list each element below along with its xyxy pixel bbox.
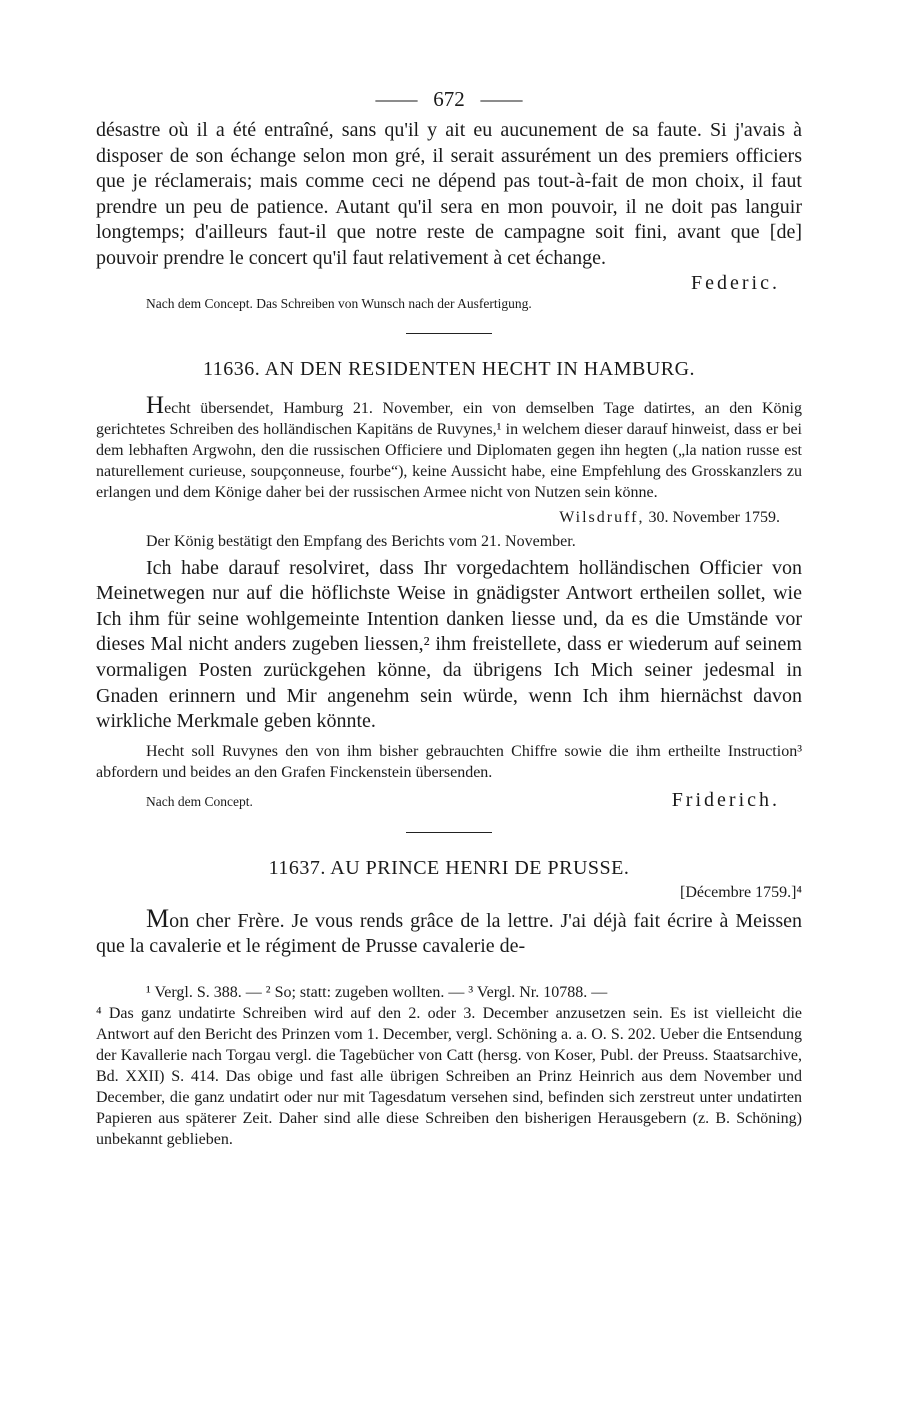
page-number-value: 672: [433, 87, 465, 111]
opening-text: on cher Frère. Je vous rends grâce de la lettre. J'ai déjà fait écrire à Meissen que la cavalerie et le régiment de Prusse cavalerie de-: [96, 909, 802, 958]
regest-initial: H: [146, 391, 165, 419]
folio-dash-right: ——: [480, 87, 523, 111]
dateline-place: Wilsdruff,: [559, 508, 645, 526]
footnote-4: ⁴ Das ganz undatirte Schreiben wird auf den 2. oder 3. December anzusetzen sein. Es ist vielleicht die Antwort auf den Bericht des Prinzen vom 1. December, vergl. Schöning a. a. O. S. 202. Ueber die Entsendung der Kavallerie nach Torgau vergl. die Tagebücher von Catt (hersg. von Koser, Publ. der Preuss. Staatsarchive, Bd. XXII) S. 414. Das obige und fast alle übrigen Schreiben an Prinz Heinrich aus dem November und December, die ganz undatirt oder nur mit Tagesdatum versehen sind, befinden sich zerstreut unter undatirten Papieren aus späterer Zeit. Daher sind alle diese Schreiben den bisherigen Herausgebern (z. B. Schöning) unbekannt geblieben.: [96, 1004, 802, 1148]
page: [96, 82, 802, 1150]
section-divider-1: [406, 333, 492, 334]
letter-11636-postscript: Hecht soll Ruvynes den von ihm bisher gebrauchten Chiffre sowie die ihm ertheilte Instruction³ abfordern und beides an den Grafen Finckenstein übersenden.: [96, 742, 802, 781]
letter-11636-source-note: Nach dem Concept.: [146, 793, 253, 809]
letter-11637-heading: 11637. AU PRINCE HENRI DE PRUSSE.: [268, 856, 630, 879]
page-number: [96, 82, 802, 116]
letter-11636-signature-row: [96, 789, 802, 812]
footnotes: [96, 982, 802, 1150]
letter-11637-opening: [96, 903, 802, 960]
continuation-source-note: Nach dem Concept. Das Schreiben von Wunsch nach der Ausfertigung.: [146, 295, 532, 311]
letter-11637-date: [Décembre 1759.]⁴: [680, 883, 802, 901]
letter-11636-dateline: [96, 509, 780, 527]
letter-11636-body: Ich habe darauf resolviret, dass Ihr vorgedachtem holländischen Officier von Meinetwegen nur auf die höflichste Weise in gnädigster Antwort ertheilen sollet, wie Ich ihm für seine wohlgemeinte Intention danken liesse und, da es die Umstände vor dieses Mal nicht anders zugeben liessen,² ihm freistellete, dass er wiederum auf seinem vormaligen Posten zurückgehen könne, da übrigens Ich Mich seiner jedesmal in Gnaden erinnern und Mir angenehm sein würde, wenn Ich ihm hiernächst davon wirkliche Merkmale geben könnte.: [96, 556, 802, 733]
dateline-date: 30. November 1759.: [648, 508, 780, 526]
letter-11636-signature: Friderich.: [671, 788, 780, 811]
section-divider-2: [406, 832, 492, 833]
continuation-text: désastre où il a été entraîné, sans qu'il y ait eu aucunement de sa faute. Si j'avais à disposer de son échange selon mon gré, il serait assurément un des premiers officiers que je réclamerais; mais comme ceci ne dépend pas tout-à-fait de mon choix, il faut prendre un peu de patience. Autant qu'il sera en mon pouvoir, il ne doit pas languir longtemps; d'ailleurs faut-il que notre reste de campagne soit fini, avant que [de] pouvoir prendre le concert qu'il faut relativement à cet échange.: [96, 119, 802, 269]
regest-text: echt übersendet, Hamburg 21. November, ein von demselben Tage datirtes, an den König gerichtetes Schreiben des holländischen Kapitäns de Ruvynes,¹ in welchem dieser darauf hinweist, dass er bei dem lebhaften Argwohn, den die russischen Officiere und Diplomaten gegen ihn hegten („la nation russe est naturellement curieuse, soupçonneuse, fourbe“), keine Aussicht habe, eine Empfehlung des Grosskanzlers zu erlangen und dem Könige daher bei der russischen Armee nicht von Nutzen sein könne.: [96, 399, 802, 501]
letter-11636-confirmation: Der König bestätigt den Empfang des Berichts vom 21. November.: [146, 532, 576, 550]
folio-dash-left: ——: [375, 87, 418, 111]
letter-11636-regest: [96, 391, 802, 503]
opening-initial: M: [146, 903, 170, 933]
letter-11636-heading: 11636. AN DEN RESIDENTEN HECHT IN HAMBURG.: [202, 357, 696, 380]
footnote-line-1: ¹ Vergl. S. 388. — ² So; statt: zugeben wollten. — ³ Vergl. Nr. 10788. —: [146, 983, 608, 1001]
continuation-signature: Federic.: [691, 271, 780, 294]
